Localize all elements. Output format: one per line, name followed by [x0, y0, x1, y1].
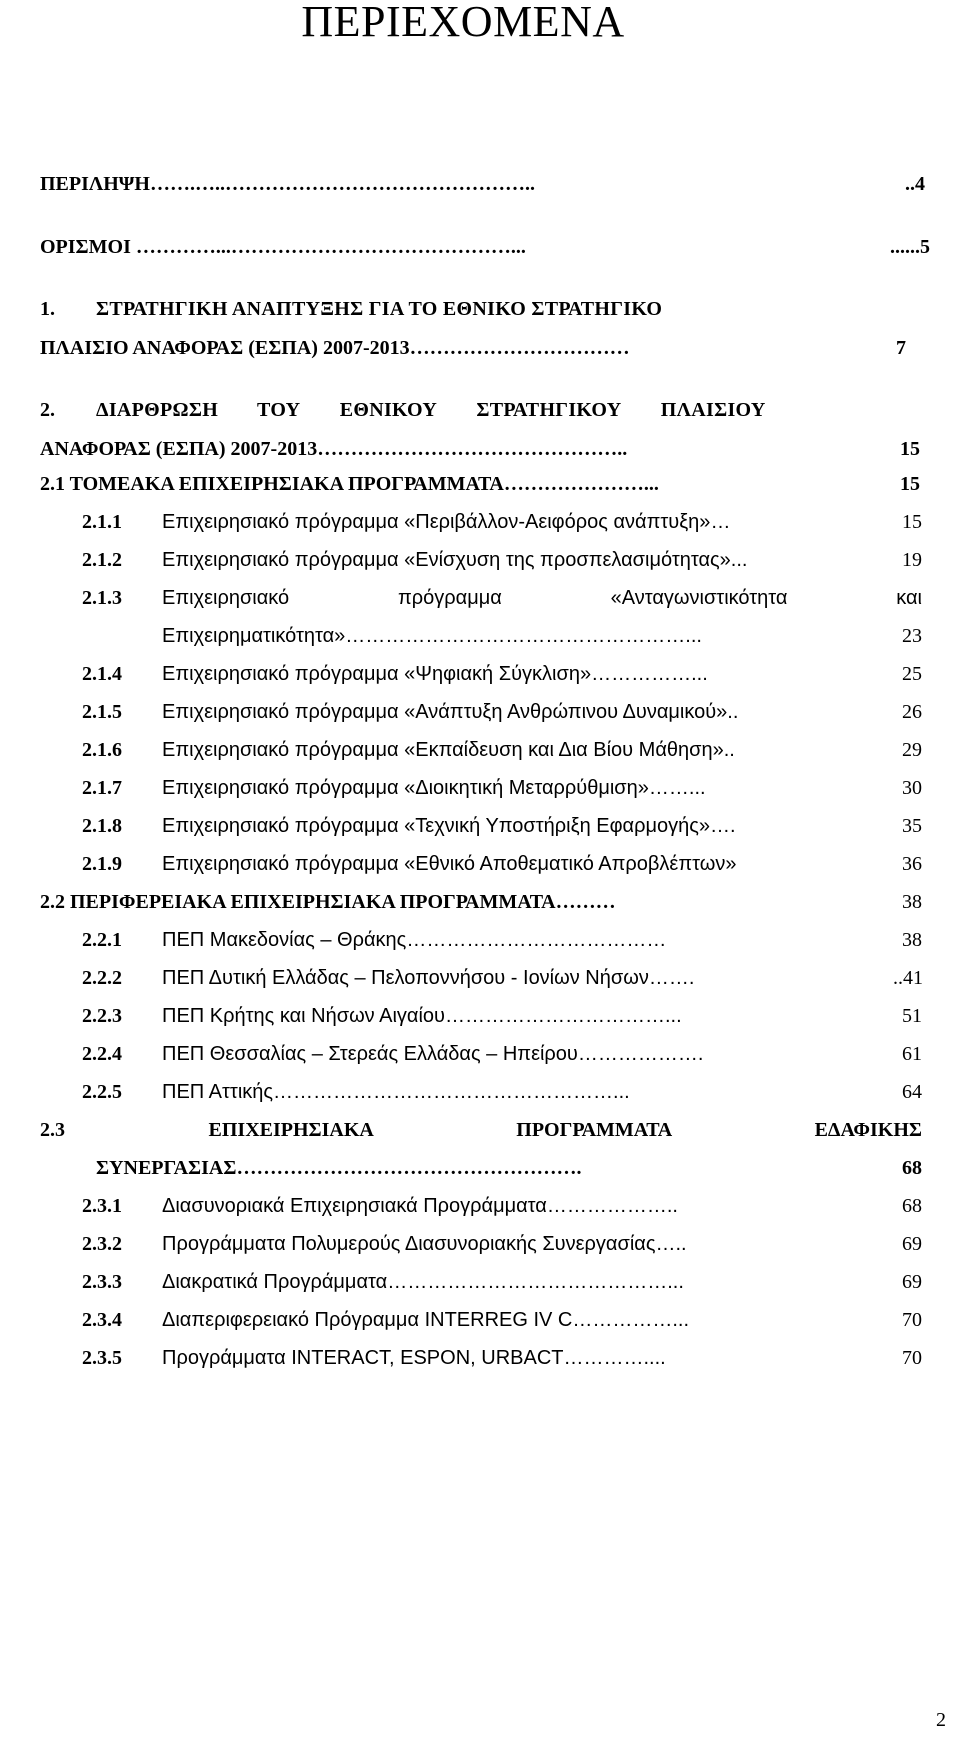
page-number: 2 — [936, 1709, 946, 1731]
toc-entry-page: 64 — [902, 1081, 922, 1103]
toc-entry-page: 7 — [896, 337, 906, 359]
toc-entry-page: 25 — [902, 663, 922, 685]
toc-entry — [162, 1042, 703, 1066]
toc-entry — [96, 1156, 581, 1180]
toc-entry-number: 2.2.5 — [82, 1081, 122, 1103]
toc-entry — [40, 172, 535, 196]
toc-entry-page: 15 — [902, 511, 922, 533]
toc-entry-number: 2.2.4 — [82, 1043, 122, 1065]
toc-entry-leader: …………………………… — [409, 337, 630, 359]
toc-entry-leader: ……………….. — [546, 1195, 678, 1217]
page-title: ΠΕΡΙΕΧΟΜΕΝΑ — [301, 0, 625, 46]
toc-entry — [162, 1346, 666, 1370]
toc-entry-title: Επιχειρησιακό πρόγραμμα «Εθνικό Αποθεματικό Απροβλέπτων» — [162, 853, 737, 875]
toc-entry-number: 2.1.9 — [82, 853, 122, 875]
toc-entry — [162, 1270, 684, 1294]
toc-entry — [162, 662, 708, 686]
toc-entry-number: 2.1.3 — [82, 587, 122, 609]
toc-entry-title-line1: ΔΙΑΡΘΡΩΣΗ ΤΟΥ ΕΘΝΙΚΟΥ ΣΤΡΑΤΗΓΙΚΟΥ ΠΛΑΙΣΙΟΥ — [96, 399, 766, 421]
toc-entry-leader: ………………………………… — [406, 929, 667, 951]
toc-entry-page: 35 — [902, 815, 922, 837]
toc-entry — [162, 510, 730, 534]
toc-entry-page: 69 — [902, 1233, 922, 1255]
toc-entry-title: Επιχειρησιακό πρόγραμμα «Περιβάλλον-Αειφόρος ανάπτυξη» — [162, 511, 711, 533]
toc-entry-page: 70 — [902, 1347, 922, 1369]
toc-entry-page: 69 — [902, 1271, 922, 1293]
toc-entry-title-line1: 2.3 ΕΠΙΧΕΙΡΗΣΙΑΚΑ ΠΡΟΓΡΑΜΜΑΤΑ ΕΔΑΦΙΚΗΣ — [40, 1119, 922, 1141]
toc-entry-title: Προγράμματα Πολυμερούς Διασυνοριακής Συνεργασίας — [162, 1233, 656, 1255]
toc-entry-page: 61 — [902, 1043, 922, 1065]
toc-entry-number: 2.3.1 — [82, 1195, 122, 1217]
toc-entry-leader: ……... — [648, 777, 706, 799]
toc-entry-title-line2: ΣΥΝΕΡΓΑΣΙΑΣ — [96, 1157, 237, 1179]
toc-entry-page: ..41 — [893, 967, 923, 989]
toc-entry-leader: ……………………………………………... — [273, 1081, 630, 1103]
toc-entry-title: Επιχειρησιακό πρόγραμμα «Ψηφιακή Σύγκλιση» — [162, 663, 592, 685]
toc-entry-page: ..4 — [905, 173, 925, 195]
toc-entry-page: 36 — [902, 853, 922, 875]
toc-entry-number: 2.3.5 — [82, 1347, 122, 1369]
toc-entry-title: ΠΕΠ Μακεδονίας – Θράκης — [162, 929, 407, 951]
toc-entry-number: 2.1.1 — [82, 511, 122, 533]
toc-entry-title — [96, 398, 922, 422]
toc-entry-title-line2: Επιχειρηματικότητα» — [162, 625, 346, 647]
toc-entry-title-line1: Επιχειρησιακό πρόγραμμα «Ανταγωνιστικότητα και — [162, 587, 922, 609]
toc-entry-number: 2. — [40, 399, 55, 421]
toc-entry-leader: ….. — [655, 1233, 687, 1255]
toc-entry — [162, 776, 706, 800]
toc-entry — [162, 700, 738, 724]
toc-entry-title-line1: ΣΤΡΑΤΗΓΙΚΗ ΑΝΑΠΤΥΞΗΣ ΓΙΑ ΤΟ ΕΘΝΙΚΟ ΣΤΡΑΤΗΓΙΚΟ — [96, 298, 663, 320]
toc-entry-number: 2.2.3 — [82, 1005, 122, 1027]
toc-entry — [40, 235, 526, 259]
toc-entry-number: 2.1.8 — [82, 815, 122, 837]
toc-entry-title: Διαπεριφερειακό Πρόγραμμα INTERREG IV C — [162, 1309, 573, 1331]
toc-entry — [162, 1194, 678, 1218]
toc-entry-leader: ……………………………………………. — [236, 1157, 582, 1179]
toc-entry-leader: …. — [710, 815, 736, 837]
toc-entry-title — [96, 297, 922, 321]
toc-entry-page: 15 — [900, 473, 920, 495]
toc-entry-title: Επιχειρησιακό πρόγραμμα «Διοικητική Μεταρρύθμιση» — [162, 777, 649, 799]
toc-entry-title: ΠΕΠ Κρήτης και Νήσων Αιγαίου — [162, 1005, 445, 1027]
toc-entry-leader: ... — [730, 549, 748, 571]
toc-entry-leader: …………………... — [503, 473, 659, 495]
toc-entry-page: 38 — [902, 891, 922, 913]
toc-entry-title: Προγράμματα INTERACT, ESPON, URBACT — [162, 1347, 564, 1369]
toc-entry-title: 2.2 ΠΕΡΙΦΕΡΕΙΑΚΑ ΕΠΙΧΕΙΡΗΣΙΑΚΑ ΠΡΟΓΡΑΜΜΑΤΑ — [40, 891, 556, 913]
toc-entry-number: 2.3.3 — [82, 1271, 122, 1293]
toc-entry — [162, 738, 735, 762]
toc-entry — [162, 624, 702, 648]
toc-entry — [40, 890, 616, 914]
toc-entry-title: Διακρατικά Προγράμματα — [162, 1271, 388, 1293]
toc-entry — [162, 814, 736, 838]
toc-entry — [40, 336, 630, 360]
toc-entry-title: ΠΕΠ Δυτική Ελλάδας – Πελοποννήσου - Ιονίων Νήσων — [162, 967, 649, 989]
toc-entry-page: 30 — [902, 777, 922, 799]
toc-entry-title: Επιχειρησιακό πρόγραμμα «Ανάπτυξη Ανθρώπινου Δυναμικού» — [162, 701, 728, 723]
toc-entry-title: Επιχειρησιακό πρόγραμμα «Τεχνική Υποστήριξη Εφαρμογής» — [162, 815, 711, 837]
toc-entry-leader: ……. — [648, 967, 695, 989]
toc-entry — [162, 1080, 630, 1104]
toc-entry-number: 2.2.1 — [82, 929, 122, 951]
toc-entry — [162, 1308, 689, 1332]
toc-entry — [162, 966, 694, 990]
toc-entry-number: 2.1.5 — [82, 701, 122, 723]
toc-entry-page: 23 — [902, 625, 922, 647]
toc-entry-title: ΟΡΙΣΜΟΙ — [40, 236, 131, 258]
toc-entry-number: 2.1.6 — [82, 739, 122, 761]
toc-entry — [162, 928, 666, 952]
toc-entry-number: 1. — [40, 298, 55, 320]
toc-entry-leader: ……………... — [591, 663, 708, 685]
toc-entry-leader: .. — [723, 739, 735, 761]
toc-entry-title: ΠΕΠ Θεσσαλίας – Στερεάς Ελλάδας – Ηπείρου — [162, 1043, 578, 1065]
toc-entry-number: 2.2.2 — [82, 967, 122, 989]
toc-entry-leader: ……………………………………………... — [345, 625, 702, 647]
toc-entry-leader: ……………... — [572, 1309, 690, 1331]
toc-entry-title-line2: ΠΛΑΙΣΙΟ ΑΝΑΦΟΡΑΣ (ΕΣΠΑ) 2007-2013 — [40, 337, 410, 359]
toc-entry — [40, 437, 627, 461]
toc-entry-number: 2.1.4 — [82, 663, 122, 685]
toc-entry — [40, 472, 659, 496]
toc-entry-leader: …………...……………………………………... — [130, 236, 526, 258]
toc-entry-page: 51 — [902, 1005, 922, 1027]
toc-entry — [162, 548, 747, 572]
toc-entry-title: 2.1 ΤΟΜΕΑΚΑ ΕΠΙΧΕΙΡΗΣΙΑΚΑ ΠΡΟΓΡΑΜΜΑΤΑ — [40, 473, 504, 495]
toc-entry-page: 70 — [902, 1309, 922, 1331]
toc-entry-page: 19 — [902, 549, 922, 571]
toc-entry-number: 2.3.2 — [82, 1233, 122, 1255]
toc-entry-leader: …….…..……………………………………….. — [149, 173, 535, 195]
toc-entry-page: 68 — [902, 1157, 922, 1179]
toc-entry — [162, 852, 736, 876]
toc-entry-number: 2.1.7 — [82, 777, 122, 799]
toc-entry-number: 2.3.4 — [82, 1309, 122, 1331]
toc-entry-title: ΠΕΠ Αττικής — [162, 1081, 274, 1103]
toc-entry-leader: ……………………………………….. — [317, 438, 628, 460]
toc-entry-leader: ……………………………... — [445, 1005, 682, 1027]
toc-entry-title: Διασυνοριακά Επιχειρησιακά Προγράμματα — [162, 1195, 547, 1217]
toc-entry-title: Επιχειρησιακό πρόγραμμα «Ενίσχυση της προσπελασιμότητας» — [162, 549, 731, 571]
toc-entry — [162, 1232, 687, 1256]
toc-entry-leader: ……………………………………... — [387, 1271, 684, 1293]
toc-entry-page: 15 — [900, 438, 920, 460]
toc-entry-leader: ……… — [555, 891, 616, 913]
toc-entry-leader: .. — [727, 701, 739, 723]
toc-entry-page: ......5 — [890, 236, 930, 258]
toc-entry-leader: … — [710, 511, 731, 533]
toc-entry-page: 26 — [902, 701, 922, 723]
toc-entry-title: ΠΕΡΙΛΗΨΗ — [40, 173, 150, 195]
toc-entry-title: Επιχειρησιακό πρόγραμμα «Εκπαίδευση και Δια Βίου Μάθηση» — [162, 739, 724, 761]
toc-entry-page: 29 — [902, 739, 922, 761]
toc-entry-leader: ………….... — [563, 1347, 666, 1369]
toc-entry-page: 38 — [902, 929, 922, 951]
toc-entry-leader: ………………. — [577, 1043, 704, 1065]
toc-entry-title-line2: ΑΝΑΦΟΡΑΣ (ΕΣΠΑ) 2007-2013 — [40, 438, 318, 460]
toc-entry-page: 68 — [902, 1195, 922, 1217]
toc-entry — [162, 1004, 682, 1028]
toc-entry-number: 2.1.2 — [82, 549, 122, 571]
